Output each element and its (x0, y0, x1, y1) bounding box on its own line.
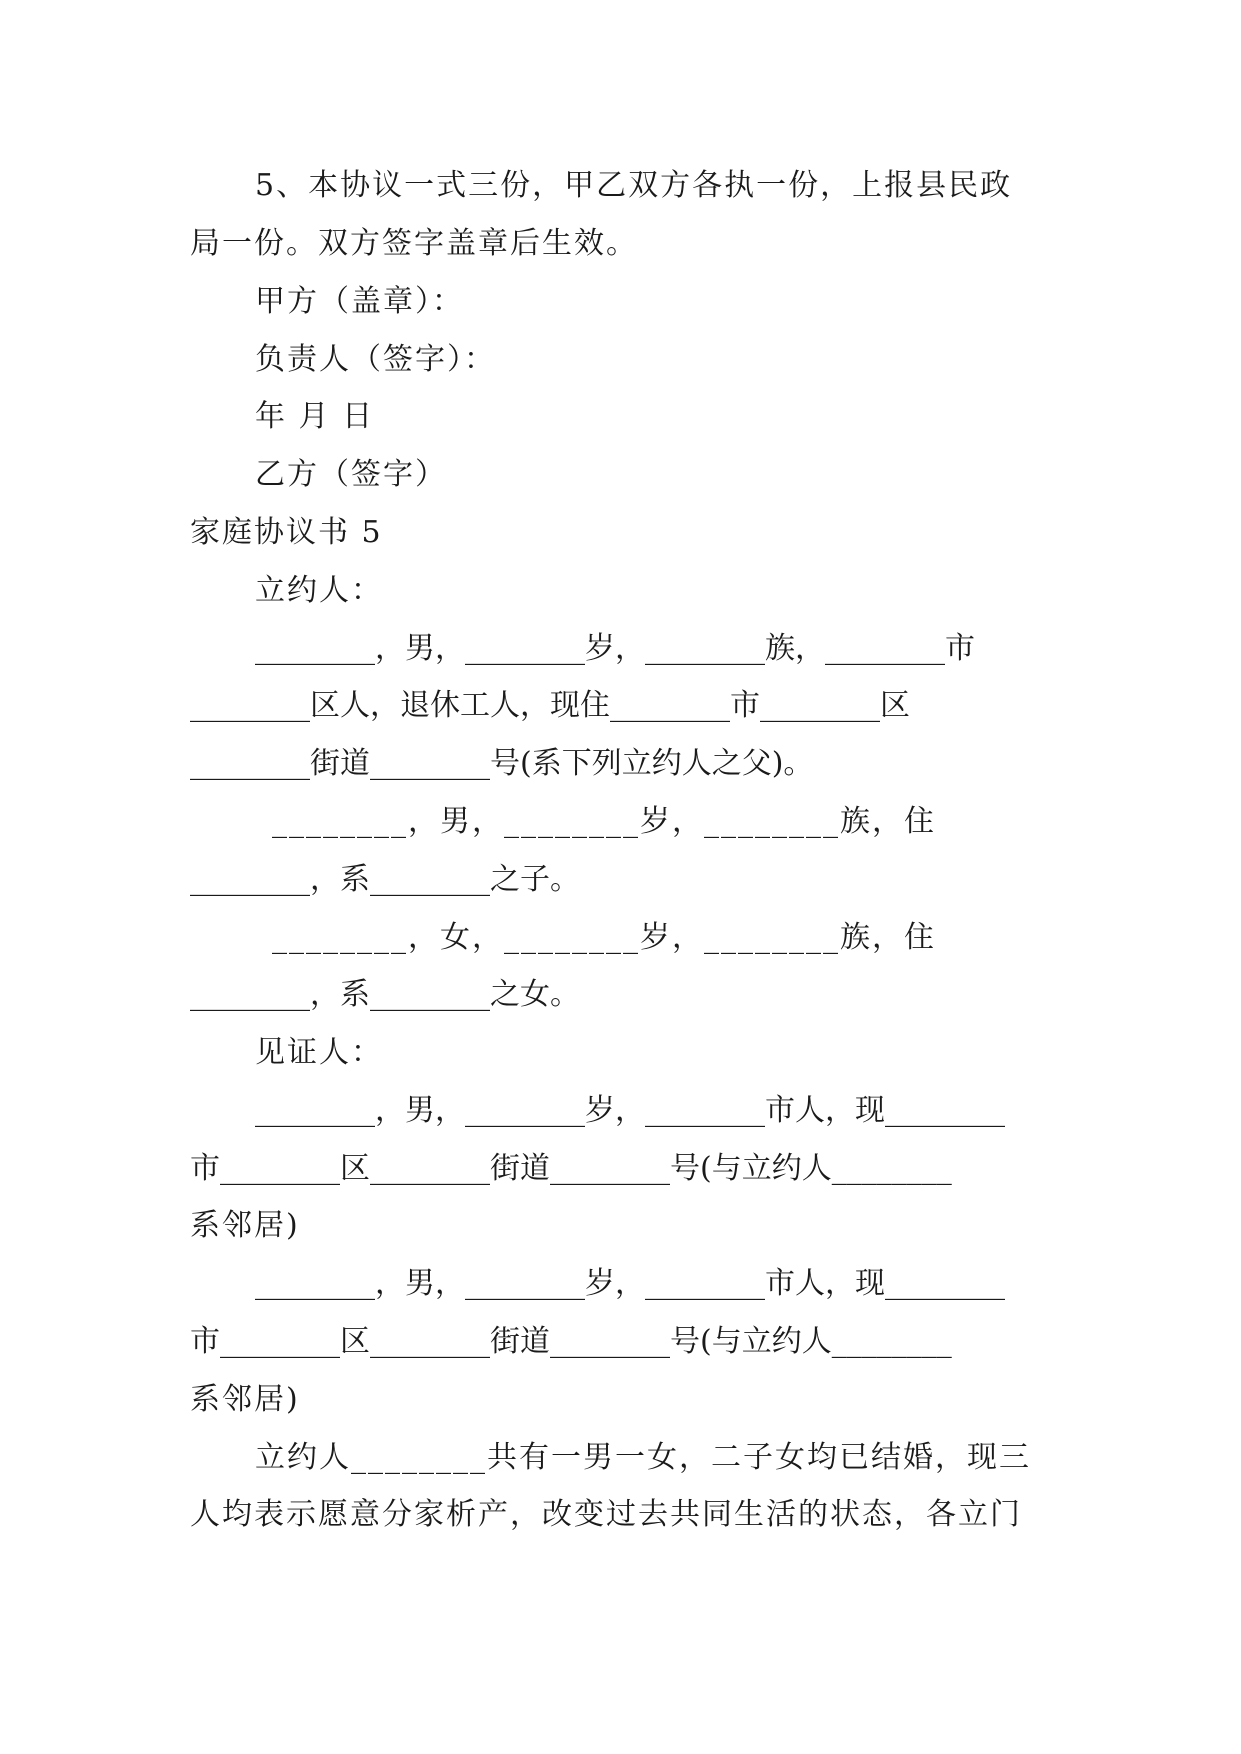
son-info-line-2: ________，系________之子。 (190, 862, 580, 897)
responsible-person-signature-line: 负责人（签字）： (255, 342, 496, 377)
parties-heading: 立约人： (255, 573, 383, 608)
date-line: 年 月 日 (255, 399, 375, 434)
witness-2-line-3: 系邻居) (190, 1382, 300, 1417)
party-b-signature-line: 乙方（签字） (255, 457, 447, 492)
daughter-info-line-1: ________，女，________岁，________族，住 (272, 920, 936, 955)
party-a-seal-line: 甲方（盖章）： (255, 284, 464, 319)
clause-5-line-2: 局一份。双方签字盖章后生效。 (190, 226, 638, 261)
agreement-body-line-2: 人均表示愿意分家析产，改变过去共同生活的状态，各立门 (190, 1497, 1022, 1532)
witness-heading: 见证人： (255, 1035, 383, 1070)
witness-1-line-2: 市________区________街道________号(与立约人________ (190, 1151, 952, 1186)
father-info-line-3: ________街道________号(系下列立约人之父)。 (190, 746, 814, 781)
section-title: 家庭协议书 5 (190, 515, 383, 550)
daughter-info-line-2: ________，系________之女。 (190, 977, 580, 1012)
clause-5-line-1: 5、本协议一式三份，甲乙双方各执一份，上报县民政 (255, 168, 1013, 203)
witness-1-line-3: 系邻居) (190, 1208, 300, 1243)
son-info-line-1: ________，男，________岁，________族，住 (272, 804, 936, 839)
agreement-body-line-1: 立约人________共有一男一女，二子女均已结婚，现三 (255, 1440, 1031, 1475)
father-info-line-2: ________区人，退休工人，现住________市________区 (190, 688, 910, 723)
witness-2-line-2: 市________区________街道________号(与立约人________ (190, 1324, 952, 1359)
witness-2-line-1: ________，男，________岁，________市人，现________ (255, 1266, 1005, 1301)
father-info-line-1: ________，男，________岁，________族，________市 (255, 631, 975, 666)
witness-1-line-1: ________，男，________岁，________市人，现________ (255, 1093, 1005, 1128)
